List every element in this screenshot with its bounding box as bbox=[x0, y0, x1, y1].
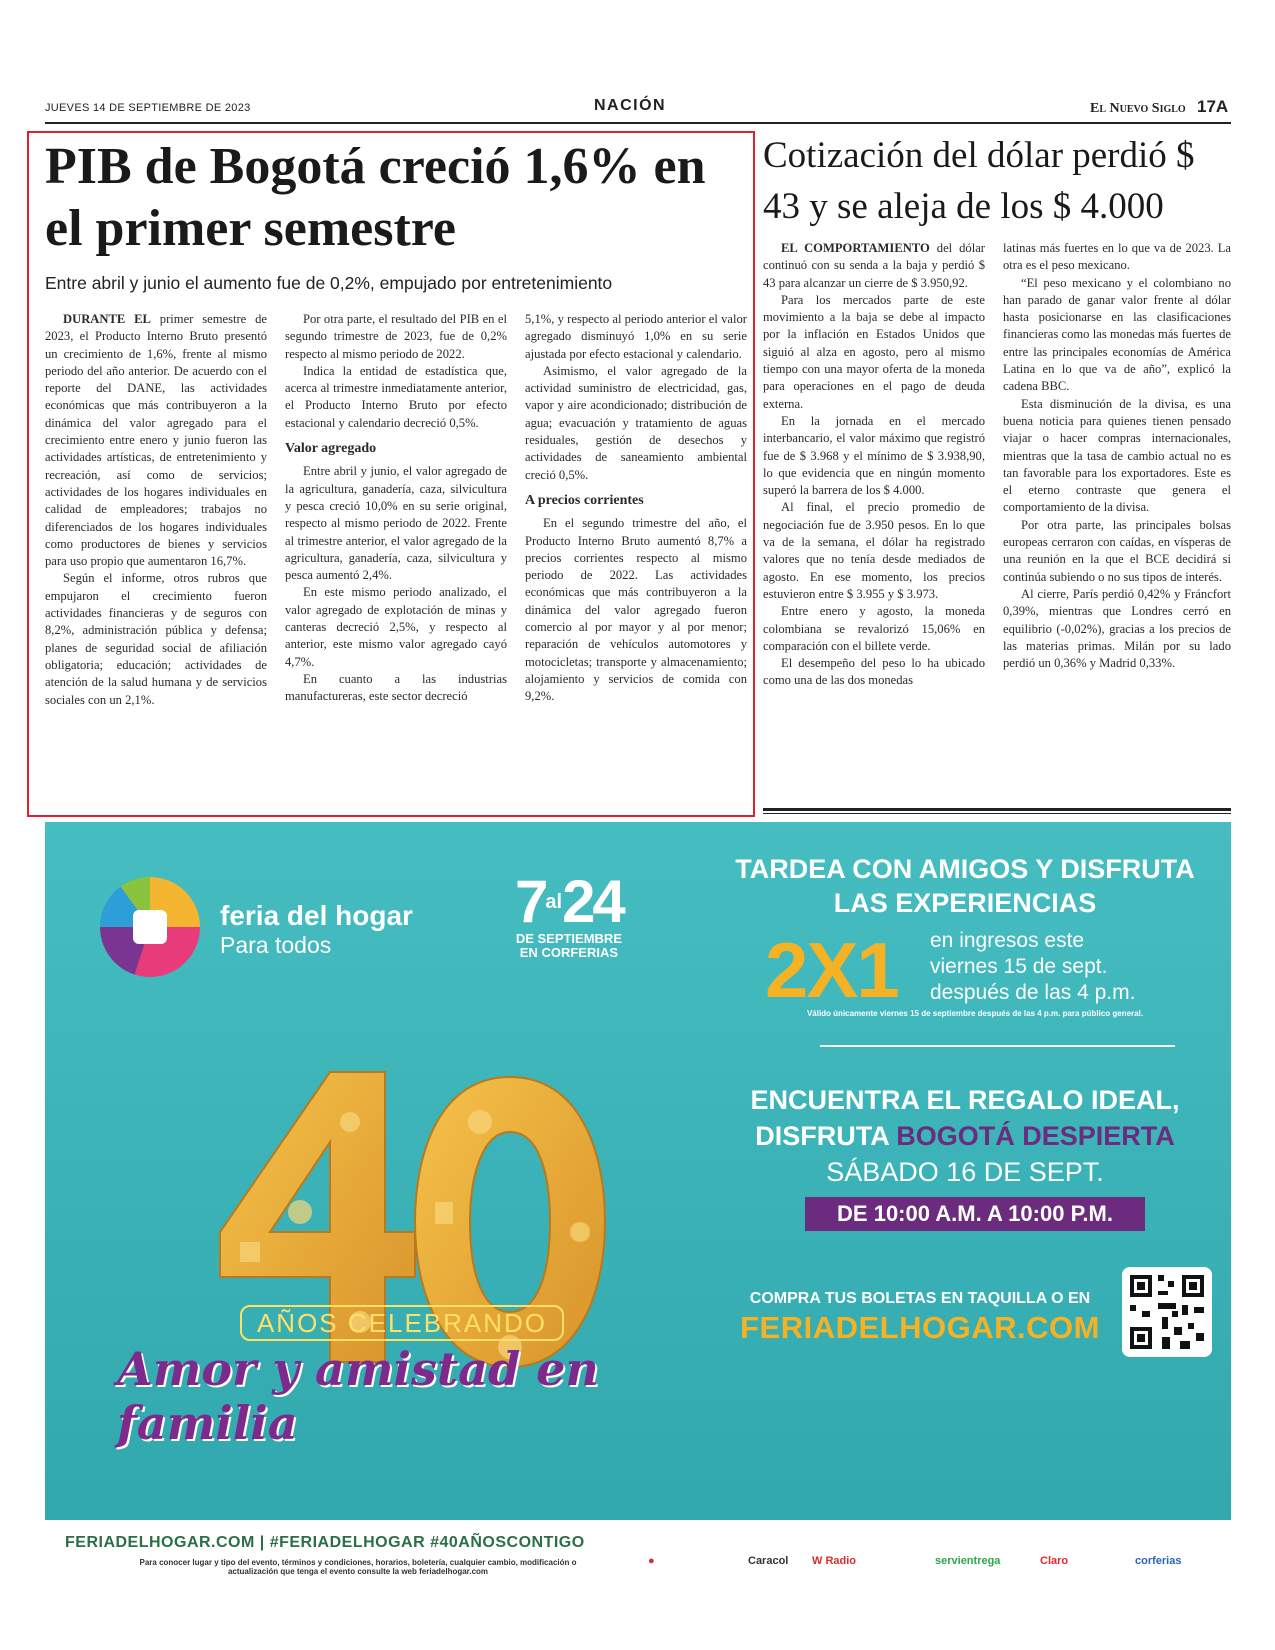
brand-tagline: Para todos bbox=[220, 932, 332, 958]
brand-block bbox=[220, 900, 413, 959]
page-number: 17A bbox=[1197, 97, 1229, 116]
promo-2x1: 2X1 bbox=[765, 926, 898, 1014]
paragraph: Por otra parte, el resultado del PIB en el segundo trimestre de 2023, fue de 0,2% respecto al mismo periodo de 2022. bbox=[285, 312, 507, 361]
article2-column-1 bbox=[763, 240, 985, 690]
promo-terms: Válido únicamente viernes 15 de septiembre después de las 4 p.m. para público general. bbox=[806, 1009, 1144, 1018]
house-icon bbox=[133, 910, 167, 944]
paragraph: Al final, el precio promedio de negociación fue de 3.950 pesos. En lo que va de la semana, el dólar ha registrado valores que no tenía desde mediados de agosto. En ese momento, los precios estuvieron entre $ 3.955 y $ 3.973. bbox=[763, 500, 985, 601]
event-dates bbox=[515, 868, 623, 960]
issue-date: JUEVES 14 DE SEPTIEMBRE DE 2023 bbox=[45, 102, 251, 114]
paragraph: En el segundo trimestre del año, el Producto Interno Bruto aumentó 8,7% a precios corrientes respecto al mismo periodo de 2022. Las actividades económicas que más contribuyeron a la dinámica del valor agregado fueron comercio al por mayor y al por menor; reparación de vehículos automotores y motocicletas; transporte y almacenamiento; alojamiento y servicios de comida con 9,2%. bbox=[525, 516, 747, 704]
paragraph: El desempeño del peso lo ha ubicado como una de las dos monedas bbox=[763, 656, 985, 688]
promo-line: viernes 15 de sept. bbox=[930, 955, 1108, 978]
paragraph: Asimismo, el valor agregado de la actividad suministro de electricidad, gas, vapor y aire acondicionado; distribución de agua; evacuación y tratamiento de aguas residuales, gestión de desechos y actividades de saneamiento ambiental creció 0,5%. bbox=[525, 363, 747, 482]
article2-lead: EL COMPORTAMIENTO bbox=[781, 241, 930, 255]
paragraph: Entre enero y agosto, la moneda colombiana se revalorizó 15,06% en comparación con el billete verde. bbox=[763, 604, 985, 653]
sponsor-servientrega: servientrega bbox=[935, 1555, 1001, 1567]
sponsor-caracol: Caracol bbox=[748, 1555, 789, 1567]
sponsor-logo-icon: ● bbox=[648, 1555, 655, 1567]
paragraph: Indica la entidad de estadística que, acerca al trimestre inmediatamente anterior, el Producto Interno Bruto por efecto estacional y calendario decreció 0,5%. bbox=[285, 363, 507, 430]
date-to: 24 bbox=[562, 868, 623, 935]
bogota-despierta: BOGOTÁ DESPIERTA bbox=[896, 1121, 1175, 1151]
paragraph: Según el informe, otros rubros que empujaron el crecimiento fueron actividades financieras y de seguros con 8,2%, administración pública y defensa; planes de seguridad social de afiliación obligatoria; educación; actividades de atención de la salud humana y de servicios sociales con un 2,1%. bbox=[45, 571, 267, 707]
subheading: Valor agregado bbox=[285, 441, 377, 457]
article1-lead: DURANTE EL bbox=[63, 312, 151, 326]
paragraph: del dólar continuó con su senda a la baja y perdió $ 43 para alcanzar un cierre de $ 3.950,92. bbox=[763, 241, 985, 290]
paragraph: latinas más fuertes en lo que va de 2023. La otra es el peso mexicano. bbox=[1003, 241, 1231, 273]
encuentra-line: DISFRUTA bbox=[755, 1121, 889, 1151]
article1-column-1 bbox=[45, 311, 267, 709]
article1-subtitle: Entre abril y junio el aumento fue de 0,2%, empujado por entretenimiento bbox=[45, 273, 613, 293]
schedule-pill: DE 10:00 A.M. A 10:00 P.M. bbox=[805, 1197, 1145, 1231]
paragraph: 5,1%, y respecto al periodo anterior el valor agregado disminuyó 1,0% en su serie ajustada por efecto estacional y calendario. bbox=[525, 312, 747, 361]
buy-tickets-text: COMPRA TUS BOLETAS EN TAQUILLA O EN bbox=[749, 1290, 1091, 1307]
article-end-rule bbox=[763, 808, 1231, 811]
subheading: A precios corrientes bbox=[525, 492, 644, 508]
footer-tagline: FERIADELHOGAR.COM | #FERIADELHOGAR #40AÑOSCONTIGO bbox=[65, 1534, 585, 1551]
amor-y-amistad-script: Amor y amistad en familia bbox=[117, 1342, 599, 1450]
qr-code-icon[interactable] bbox=[1122, 1267, 1212, 1357]
sponsor-claro: Claro bbox=[1040, 1555, 1069, 1567]
article1-column-3 bbox=[525, 311, 747, 706]
sponsor-wradio: W Radio bbox=[812, 1555, 856, 1567]
article-end-rule bbox=[763, 813, 1231, 814]
paragraph: primer semestre de 2023, el Producto Interno Bruto presentó un crecimiento de 1,6%, frente al mismo periodo del año anterior. De acuerdo con el reporte del DANE, las actividades económicas que más contribuyeron a la dinámica del valor agregado para el crecimiento entre enero y junio fueron las actividades artísticas, de entretenimiento y recreación, así como de servicios; actividades de los hogares individuales en calidad de empleadores; trabajos no diferenciados de los hogares individuales como productores de bienes y servicios para uso propio que aumentaron 16,7%. bbox=[45, 312, 267, 569]
promo-details bbox=[930, 928, 1135, 1006]
paragraph: En la jornada en el mercado interbancario, el valor máximo que registró fue de $ 3.968 y el mínimo de $ 3.938,90, lo que evidencia que en ningún momento superó la barrera de los $ 4.000. bbox=[763, 413, 985, 498]
date-venue: EN CORFERIAS bbox=[519, 945, 619, 960]
article1-column-2 bbox=[285, 311, 507, 706]
header-rule bbox=[45, 122, 1231, 124]
encuentra-headline bbox=[735, 1082, 1195, 1154]
article2-column-2 bbox=[1003, 240, 1231, 672]
paragraph: Entre abril y junio, el valor agregado de la agricultura, ganadería, caza, silvicultura y pesca creció 10,0% en su serie original, respecto al mismo periodo de 2022. Frente al trimestre anterior, el valor agregado de la agricultura, ganadería, caza, silvicultura y pesca aumentó 2,4%. bbox=[285, 464, 507, 583]
paragraph: Para los mercados parte de este movimiento a la baja se debe al impacto por la inflación en Estados Unidos que siguió al alza en agosto, pero al mismo tiempo con una mayor oferta de la moneda para operaciones en el pago de deuda externa. bbox=[763, 292, 985, 411]
promo-line: en ingresos este bbox=[930, 929, 1085, 952]
promo-line: después de las 4 p.m. bbox=[930, 981, 1136, 1004]
paragraph: “El peso mexicano y el colombiano no han parado de ganar valor frente al dólar hasta posicionarse en las clasificaciones financieras como las monedas más fuertes de entre las principales economías de América Latina en lo que va de año”, explicó la cadena BBC. bbox=[1003, 275, 1231, 394]
paragraph: En este mismo periodo analizado, el valor agregado de explotación de minas y canteras decreció 2,5%, y respecto al anterior, este mismo valor agregado cayó 4,7%. bbox=[285, 585, 507, 669]
sabado-date: SÁBADO 16 DE SEPT. bbox=[826, 1157, 1104, 1187]
tardea-headline: TARDEA CON AMIGOS Y DISFRUTA LAS EXPERIENCIAS bbox=[735, 854, 1195, 918]
brand-name: feria del hogar bbox=[220, 900, 413, 931]
paragraph: Por otra parte, las principales bolsas europeas cerraron con caídas, en vísperas de una reunión en la que el BCE decidirá si continúa subiendo o no sus tipos de interés. bbox=[1003, 517, 1231, 584]
encuentra-line: ENCUENTRA EL REGALO IDEAL, bbox=[750, 1085, 1180, 1115]
date-from: 7 bbox=[515, 868, 546, 935]
paragraph: Al cierre, París perdió 0,42% y Fráncfort 0,39%, mientras que Londres cerró en equilibrio (-0,02%), gracias a los precios de las materias primas. Milán por su lado perdió un 0,36% y Madrid 0,33%. bbox=[1003, 586, 1231, 671]
paragraph: En cuanto a las industrias manufactureras, este sector decreció bbox=[285, 671, 507, 704]
date-month: DE SEPTIEMBRE bbox=[515, 931, 622, 946]
newspaper-name: El Nuevo Siglo bbox=[1090, 101, 1186, 116]
celebrando-neon: AÑOS CELEBRANDO bbox=[240, 1305, 564, 1341]
website-link[interactable]: FERIADELHOGAR.COM bbox=[740, 1310, 1100, 1345]
sponsor-corferias: corferias bbox=[1135, 1555, 1182, 1567]
footer-info: Para conocer lugar y tipo del evento, términos y condiciones, horarios, boletería, cualquier cambio, modificación o actualización que tenga el evento consulte la web feriadelhogar.com bbox=[139, 1558, 577, 1576]
article1-title: PIB de Bogotá creció 1,6% en el primer semestre bbox=[45, 138, 706, 257]
paragraph: Esta disminución de la divisa, es una buena noticia para quienes tienen pensado viajar o hacer compras internacionales, mientras que la tasa de cambio actual no es tan favorable para los exportadores. Este es el eterno contraste que genera el comportamiento de la divisa. bbox=[1003, 396, 1231, 515]
advertisement[interactable] bbox=[45, 822, 1231, 1520]
section-name: NACIÓN bbox=[594, 97, 667, 114]
ad-divider bbox=[820, 1045, 1175, 1047]
article2-title: Cotización del dólar perdió $ 43 y se aleja de los $ 4.000 bbox=[763, 135, 1195, 227]
date-al: al bbox=[545, 891, 563, 913]
